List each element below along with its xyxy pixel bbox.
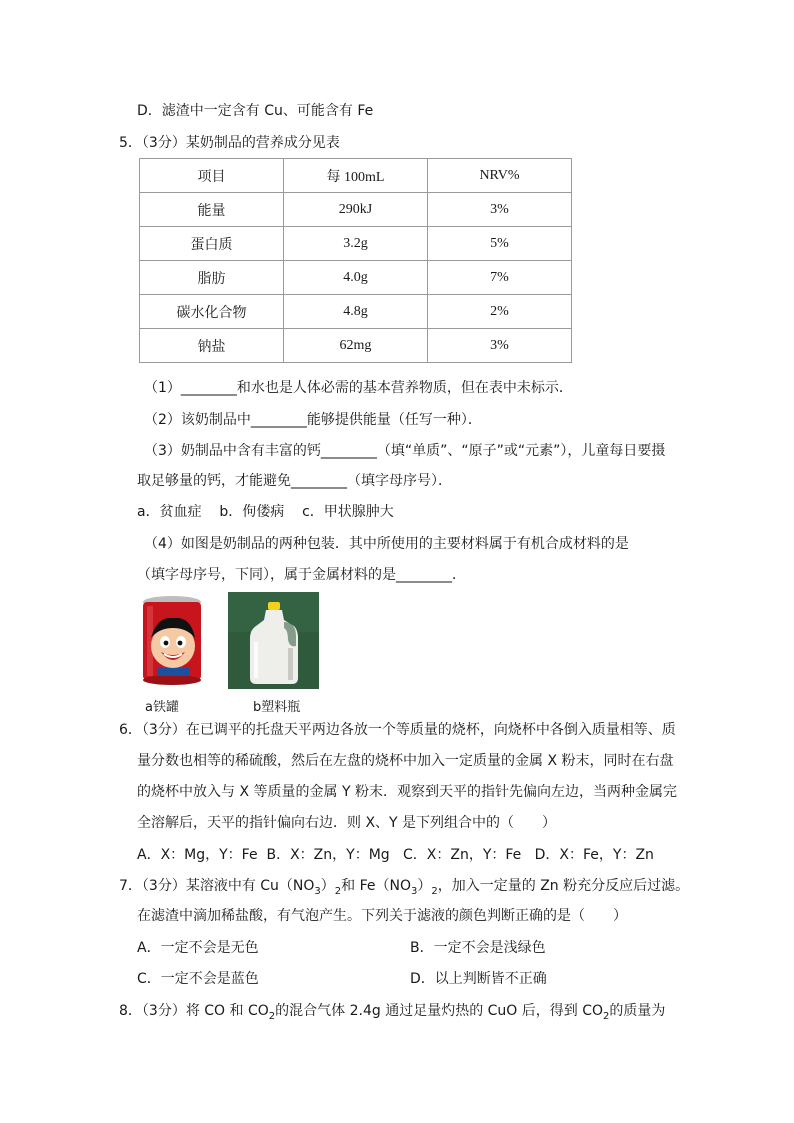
q7-option-c: C．一定不会是蓝色	[137, 971, 259, 987]
nutrition-table	[139, 158, 572, 363]
table-header-cell: 项目	[140, 159, 284, 193]
q8-line1: 8．（3分）将 CO 和 $CO_2$的混合气体 2.4g 通过足量灼热的 CuO 后，得到 $CO_2$的质量为	[119, 1003, 666, 1022]
q6-line1: 6．（3分）在已调平的托盘天平两边各放一个等质量的烧杯，向烧杯中各倒入质量相等、质	[119, 722, 676, 738]
table-cell: 7%	[428, 261, 572, 295]
table-cell: 2%	[428, 295, 572, 329]
table-header-cell: NRV%	[428, 159, 572, 193]
table-row	[140, 261, 572, 295]
q5-part3-options: a．贫血症 b．佝偻病 c．甲状腺肿大	[137, 504, 394, 520]
table-cell: 蛋白质	[140, 227, 284, 261]
q7-option-d: D．以上判断皆不正确	[410, 971, 547, 987]
table-cell: 钠盐	[140, 329, 284, 363]
q4-option-d: D．滤渣中一定含有 Cu、可能含有 Fe	[137, 103, 374, 119]
plastic-bottle-image	[228, 592, 319, 689]
q5-part3-line1: （3）奶制品中含有丰富的钙________（填“单质”、“原子”或“元素”），儿童每日要摄	[144, 443, 666, 459]
q5-part3-line2: 取足够量的钙，才能避免________（填字母序号）．	[137, 473, 452, 489]
table-cell: 290kJ	[284, 193, 428, 227]
q5-stem: 5．（3分）某奶制品的营养成分见表	[119, 135, 340, 151]
q5-part4-line2: （填字母序号，下同），属于金属材料的是________．	[137, 567, 466, 583]
plastic-bottle-caption: b塑料瓶	[253, 700, 301, 715]
table-row	[140, 295, 572, 329]
table-cell: 5%	[428, 227, 572, 261]
table-cell: 能量	[140, 193, 284, 227]
table-cell: 3%	[428, 329, 572, 363]
table-header-cell: 每 100mL	[284, 159, 428, 193]
q7-option-a: A．一定不会是无色	[137, 940, 259, 956]
iron-can-image	[137, 594, 207, 686]
q6-line4: 全溶解后，天平的指针偏向右边．则 X、Y 是下列组合中的（ ）	[137, 815, 557, 831]
q7-line1: 7．（3分）某溶液中有 $Cu(NO_3)_2$和 $Fe(NO_3)_2$，加入一定量的 Zn 粉充分反应后过滤。	[119, 878, 690, 897]
q7-option-b: B．一定不会是浅绿色	[410, 940, 546, 956]
table-header-row	[140, 159, 572, 193]
q5-part1: （1）________和水也是人体必需的基本营养物质，但在表中未标示．	[144, 380, 573, 396]
table-row	[140, 227, 572, 261]
q6-line3: 的烧杯中放入与 X 等质量的金属 Y 粉末．观察到天平的指针先偏向左边，当两种金属完	[137, 784, 677, 800]
table-cell: 4.8g	[284, 295, 428, 329]
table-cell: 3%	[428, 193, 572, 227]
q5-part4-line1: （4）如图是奶制品的两种包装．其中所使用的主要材料属于有机合成材料的是	[144, 536, 629, 552]
q5-part2: （2）该奶制品中________能够提供能量（任写一种）．	[144, 412, 482, 428]
table-row	[140, 193, 572, 227]
table-cell: 碳水化合物	[140, 295, 284, 329]
iron-can-caption: a铁罐	[145, 700, 179, 715]
q6-options: A．X：Mg，Y：Fe B．X：Zn，Y：Mg C．X：Zn，Y：Fe D．X：Fe，Y：Zn	[137, 847, 654, 863]
table-cell: 62mg	[284, 329, 428, 363]
table-cell: 脂肪	[140, 261, 284, 295]
q7-line2: 在滤渣中滴加稀盐酸，有气泡产生。下列关于滤液的颜色判断正确的是（ ）	[137, 908, 627, 924]
table-row	[140, 329, 572, 363]
q6-line2: 量分数也相等的稀硫酸，然后在左盘的烧杯中加入一定质量的金属 X 粉末，同时在右盘	[137, 753, 674, 769]
table-cell: 3.2g	[284, 227, 428, 261]
table-cell: 4.0g	[284, 261, 428, 295]
